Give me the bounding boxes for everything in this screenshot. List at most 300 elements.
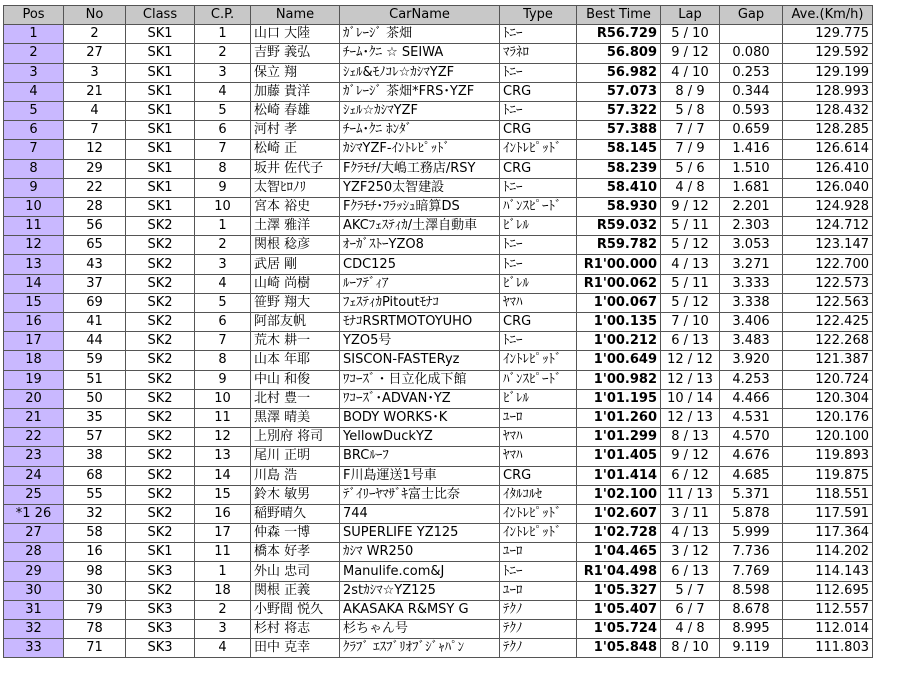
- cell-cp: 6: [195, 313, 251, 332]
- cell-carname: ｼｪﾙ☆ｶｼﾏYZF: [340, 101, 500, 120]
- cell-class: SK2: [126, 428, 195, 447]
- cell-type: ﾔﾏﾊ: [500, 447, 577, 466]
- cell-gap: 3.333: [720, 274, 783, 293]
- cell-carname: ｵｰｶﾞｽﾄｰYZO8: [340, 236, 500, 255]
- cell-best-time: 1'02.100: [577, 485, 661, 504]
- cell-name: 杉村 将志: [251, 620, 340, 639]
- cell-carname: YellowDuckYZ: [340, 428, 500, 447]
- cell-carname: ｸﾗﾌﾞ ｴｽﾌﾞﾘｵﾌﾞｼﾞｬﾊﾟﾝ: [340, 639, 500, 658]
- cell-name: 太智ﾋﾛﾉﾘ: [251, 178, 340, 197]
- cell-carname: AKASAKA R&MSY G: [340, 600, 500, 619]
- cell-best-time: 1'04.465: [577, 543, 661, 562]
- cell-type: ﾄﾆｰ: [500, 178, 577, 197]
- cell-pos: 8: [4, 159, 64, 178]
- cell-gap: 0.593: [720, 101, 783, 120]
- cell-gap: 3.920: [720, 351, 783, 370]
- cell-pos: 31: [4, 600, 64, 619]
- cell-pos: 14: [4, 274, 64, 293]
- cell-average-speed: 118.551: [783, 485, 873, 504]
- cell-pos: 27: [4, 524, 64, 543]
- header-type: Type: [500, 6, 577, 25]
- cell-cp: 1: [195, 562, 251, 581]
- cell-gap: 8.678: [720, 600, 783, 619]
- cell-lap: 6 / 13: [661, 332, 720, 351]
- cell-type: CRG: [500, 159, 577, 178]
- cell-type: ﾕｰﾛ: [500, 581, 577, 600]
- cell-pos: 2: [4, 44, 64, 63]
- cell-gap: 4.253: [720, 370, 783, 389]
- cell-average-speed: 124.712: [783, 217, 873, 236]
- cell-lap: 5 / 7: [661, 581, 720, 600]
- cell-best-time: 1'01.260: [577, 408, 661, 427]
- table-row: [4, 620, 873, 639]
- cell-class: SK2: [126, 408, 195, 427]
- cell-gap: [720, 25, 783, 44]
- cell-best-time: 1'02.607: [577, 504, 661, 523]
- cell-gap: 4.531: [720, 408, 783, 427]
- cell-average-speed: 114.202: [783, 543, 873, 562]
- cell-cp: 4: [195, 274, 251, 293]
- cell-pos: 4: [4, 82, 64, 101]
- cell-class: SK3: [126, 562, 195, 581]
- cell-cp: 18: [195, 581, 251, 600]
- cell-pos: 7: [4, 140, 64, 159]
- table-row: [4, 466, 873, 485]
- cell-class: SK1: [126, 25, 195, 44]
- cell-type: ﾄﾆｰ: [500, 332, 577, 351]
- cell-type: ﾔﾏﾊ: [500, 428, 577, 447]
- cell-type: ｲﾝﾄﾚﾋﾟｯﾄﾞ: [500, 351, 577, 370]
- cell-pos: *1 26: [4, 504, 64, 523]
- cell-no: 57: [64, 428, 126, 447]
- cell-best-time: 1'05.407: [577, 600, 661, 619]
- header-average-speed: Ave.(Km/h): [783, 6, 873, 25]
- cell-carname: ｶｼﾏYZF-ｲﾝﾄﾚﾋﾟｯﾄﾞ: [340, 140, 500, 159]
- cell-best-time: 1'00.212: [577, 332, 661, 351]
- cell-type: ﾄﾆｰ: [500, 63, 577, 82]
- cell-average-speed: 112.557: [783, 600, 873, 619]
- cell-cp: 16: [195, 504, 251, 523]
- cell-pos: 23: [4, 447, 64, 466]
- results-body: [4, 25, 873, 658]
- cell-name: 宮本 裕史: [251, 197, 340, 216]
- cell-lap: 5 / 11: [661, 217, 720, 236]
- cell-best-time: 58.239: [577, 159, 661, 178]
- table-row: [4, 25, 873, 44]
- cell-no: 38: [64, 447, 126, 466]
- cell-lap: 11 / 13: [661, 485, 720, 504]
- cell-carname: 744: [340, 504, 500, 523]
- cell-no: 3: [64, 63, 126, 82]
- cell-carname: ﾃﾞｲﾘｰﾔﾏｻﾞｷ富士比奈: [340, 485, 500, 504]
- cell-best-time: 1'01.414: [577, 466, 661, 485]
- cell-pos: 25: [4, 485, 64, 504]
- cell-pos: 10: [4, 197, 64, 216]
- cell-best-time: 57.322: [577, 101, 661, 120]
- cell-carname: CDC125: [340, 255, 500, 274]
- cell-lap: 9 / 12: [661, 44, 720, 63]
- cell-no: 4: [64, 101, 126, 120]
- cell-cp: 7: [195, 140, 251, 159]
- cell-name: 松崎 春雄: [251, 101, 340, 120]
- cell-name: 山口 大陸: [251, 25, 340, 44]
- cell-name: 武居 剛: [251, 255, 340, 274]
- cell-name: 北村 豊一: [251, 389, 340, 408]
- cell-type: ｲﾝﾄﾚﾋﾟｯﾄﾞ: [500, 140, 577, 159]
- cell-no: 69: [64, 293, 126, 312]
- cell-class: SK1: [126, 63, 195, 82]
- cell-lap: 5 / 12: [661, 293, 720, 312]
- cell-cp: 8: [195, 159, 251, 178]
- cell-type: ﾄﾆｰ: [500, 25, 577, 44]
- cell-lap: 12 / 12: [661, 351, 720, 370]
- cell-gap: 3.338: [720, 293, 783, 312]
- cell-class: SK1: [126, 178, 195, 197]
- cell-cp: 1: [195, 217, 251, 236]
- header-cp: C.P.: [195, 6, 251, 25]
- cell-no: 32: [64, 504, 126, 523]
- cell-average-speed: 129.592: [783, 44, 873, 63]
- cell-cp: 3: [195, 63, 251, 82]
- cell-lap: 12 / 13: [661, 408, 720, 427]
- cell-lap: 8 / 10: [661, 639, 720, 658]
- cell-lap: 6 / 12: [661, 466, 720, 485]
- cell-best-time: 1'02.728: [577, 524, 661, 543]
- cell-carname: 杉ちゃん号: [340, 620, 500, 639]
- cell-name: 笹野 翔大: [251, 293, 340, 312]
- cell-carname: 2stｶｼﾏ☆YZ125: [340, 581, 500, 600]
- cell-gap: 0.344: [720, 82, 783, 101]
- cell-average-speed: 117.591: [783, 504, 873, 523]
- cell-pos: 20: [4, 389, 64, 408]
- header-pos: Pos: [4, 6, 64, 25]
- table-row: [4, 255, 873, 274]
- cell-pos: 11: [4, 217, 64, 236]
- cell-no: 21: [64, 82, 126, 101]
- cell-class: SK1: [126, 121, 195, 140]
- table-row: [4, 543, 873, 562]
- cell-cp: 4: [195, 82, 251, 101]
- cell-class: SK2: [126, 370, 195, 389]
- cell-type: CRG: [500, 466, 577, 485]
- table-row: [4, 313, 873, 332]
- cell-best-time: R1'00.062: [577, 274, 661, 293]
- cell-pos: 5: [4, 101, 64, 120]
- cell-best-time: R1'00.000: [577, 255, 661, 274]
- cell-average-speed: 122.425: [783, 313, 873, 332]
- cell-gap: 8.598: [720, 581, 783, 600]
- cell-cp: 3: [195, 620, 251, 639]
- cell-gap: 8.995: [720, 620, 783, 639]
- cell-carname: YZF250太智建設: [340, 178, 500, 197]
- cell-name: 仲森 一博: [251, 524, 340, 543]
- cell-gap: 3.271: [720, 255, 783, 274]
- cell-average-speed: 126.614: [783, 140, 873, 159]
- cell-type: ﾏﾗﾈﾛ: [500, 44, 577, 63]
- cell-cp: 10: [195, 389, 251, 408]
- header-row: [4, 6, 873, 25]
- cell-type: ﾋﾞﾚﾙ: [500, 217, 577, 236]
- cell-average-speed: 129.775: [783, 25, 873, 44]
- cell-average-speed: 117.364: [783, 524, 873, 543]
- cell-best-time: 1'01.195: [577, 389, 661, 408]
- table-row: [4, 293, 873, 312]
- cell-best-time: 1'05.848: [577, 639, 661, 658]
- cell-name: 小野間 悦久: [251, 600, 340, 619]
- cell-average-speed: 112.014: [783, 620, 873, 639]
- cell-class: SK1: [126, 543, 195, 562]
- cell-best-time: 1'00.067: [577, 293, 661, 312]
- header-lap: Lap: [661, 6, 720, 25]
- cell-name: 土澤 雅洋: [251, 217, 340, 236]
- cell-gap: 1.510: [720, 159, 783, 178]
- table-row: [4, 332, 873, 351]
- cell-carname: SISCON-FASTERyz: [340, 351, 500, 370]
- cell-gap: 4.570: [720, 428, 783, 447]
- cell-carname: ﾁｰﾑ･ｸﾆ ☆ SEIWA: [340, 44, 500, 63]
- cell-average-speed: 114.143: [783, 562, 873, 581]
- cell-class: SK1: [126, 44, 195, 63]
- cell-name: 上別府 将司: [251, 428, 340, 447]
- cell-best-time: 56.982: [577, 63, 661, 82]
- cell-no: 55: [64, 485, 126, 504]
- cell-average-speed: 122.563: [783, 293, 873, 312]
- cell-class: SK2: [126, 255, 195, 274]
- cell-name: 黒澤 晴美: [251, 408, 340, 427]
- cell-class: SK2: [126, 332, 195, 351]
- cell-cp: 12: [195, 428, 251, 447]
- cell-gap: 0.080: [720, 44, 783, 63]
- cell-name: 鈴木 敏男: [251, 485, 340, 504]
- cell-pos: 21: [4, 408, 64, 427]
- cell-lap: 4 / 8: [661, 620, 720, 639]
- cell-cp: 6: [195, 121, 251, 140]
- cell-no: 7: [64, 121, 126, 140]
- cell-type: ﾄﾆｰ: [500, 236, 577, 255]
- cell-best-time: 56.809: [577, 44, 661, 63]
- cell-gap: 0.659: [720, 121, 783, 140]
- cell-lap: 7 / 7: [661, 121, 720, 140]
- cell-type: ﾕｰﾛ: [500, 408, 577, 427]
- cell-gap: 1.681: [720, 178, 783, 197]
- cell-class: SK2: [126, 581, 195, 600]
- cell-lap: 7 / 9: [661, 140, 720, 159]
- cell-no: 27: [64, 44, 126, 63]
- table-row: [4, 504, 873, 523]
- cell-cp: 5: [195, 293, 251, 312]
- cell-gap: 7.769: [720, 562, 783, 581]
- cell-gap: 5.878: [720, 504, 783, 523]
- cell-type: ﾕｰﾛ: [500, 543, 577, 562]
- cell-carname: ﾓﾅｺRSRTMOTOYUHO: [340, 313, 500, 332]
- cell-type: ｲﾝﾄﾚﾋﾟｯﾄﾞ: [500, 524, 577, 543]
- table-row: [4, 159, 873, 178]
- cell-type: ｲﾀﾙｺﾙｾ: [500, 485, 577, 504]
- cell-lap: 6 / 7: [661, 600, 720, 619]
- cell-name: 阿部友帆: [251, 313, 340, 332]
- cell-name: 松崎 正: [251, 140, 340, 159]
- cell-no: 44: [64, 332, 126, 351]
- cell-best-time: 1'01.405: [577, 447, 661, 466]
- cell-carname: Fｸﾗﾓﾁ･ﾌﾗｯｼｭ暗算DS: [340, 197, 500, 216]
- cell-average-speed: 120.724: [783, 370, 873, 389]
- cell-average-speed: 122.268: [783, 332, 873, 351]
- table-row: [4, 581, 873, 600]
- cell-carname: ｶｼﾏ WR250: [340, 543, 500, 562]
- cell-type: ﾊﾞﾝｽﾋﾟｰﾄﾞ: [500, 370, 577, 389]
- cell-average-speed: 121.387: [783, 351, 873, 370]
- cell-class: SK3: [126, 600, 195, 619]
- cell-type: CRG: [500, 121, 577, 140]
- cell-class: SK2: [126, 274, 195, 293]
- cell-cp: 1: [195, 25, 251, 44]
- cell-lap: 5 / 11: [661, 274, 720, 293]
- cell-class: SK3: [126, 639, 195, 658]
- cell-pos: 17: [4, 332, 64, 351]
- cell-no: 2: [64, 25, 126, 44]
- cell-carname: ﾁｰﾑ･ｸﾆ ﾎﾝﾀﾞ: [340, 121, 500, 140]
- cell-carname: ｶﾞﾚｰｼﾞ 茶畑*FRS･YZF: [340, 82, 500, 101]
- cell-no: 51: [64, 370, 126, 389]
- cell-no: 68: [64, 466, 126, 485]
- cell-no: 12: [64, 140, 126, 159]
- cell-pos: 19: [4, 370, 64, 389]
- cell-average-speed: 112.695: [783, 581, 873, 600]
- table-row: [4, 44, 873, 63]
- table-row: [4, 408, 873, 427]
- table-row: [4, 63, 873, 82]
- cell-carname: ｶﾞﾚｰｼﾞ 茶畑: [340, 25, 500, 44]
- cell-best-time: 1'05.327: [577, 581, 661, 600]
- table-row: [4, 101, 873, 120]
- cell-best-time: R59.782: [577, 236, 661, 255]
- table-row: [4, 447, 873, 466]
- cell-gap: 7.736: [720, 543, 783, 562]
- cell-average-speed: 123.147: [783, 236, 873, 255]
- table-row: [4, 274, 873, 293]
- cell-class: SK2: [126, 504, 195, 523]
- cell-no: 35: [64, 408, 126, 427]
- cell-best-time: 1'00.135: [577, 313, 661, 332]
- cell-no: 79: [64, 600, 126, 619]
- results-table-container: [3, 5, 873, 658]
- cell-gap: 5.371: [720, 485, 783, 504]
- cell-carname: AKCﾌｪｽﾃｨｶ/土澤自動車: [340, 217, 500, 236]
- table-row: [4, 140, 873, 159]
- cell-lap: 5 / 10: [661, 25, 720, 44]
- cell-class: SK2: [126, 466, 195, 485]
- cell-average-speed: 126.040: [783, 178, 873, 197]
- results-table: [3, 5, 873, 658]
- cell-average-speed: 129.199: [783, 63, 873, 82]
- cell-lap: 4 / 13: [661, 255, 720, 274]
- cell-lap: 4 / 8: [661, 178, 720, 197]
- cell-no: 59: [64, 351, 126, 370]
- cell-no: 56: [64, 217, 126, 236]
- cell-lap: 5 / 12: [661, 236, 720, 255]
- cell-class: SK1: [126, 159, 195, 178]
- cell-name: 山崎 尚樹: [251, 274, 340, 293]
- cell-no: 65: [64, 236, 126, 255]
- cell-class: SK2: [126, 524, 195, 543]
- cell-type: ﾊﾞﾝｽﾋﾟｰﾄﾞ: [500, 197, 577, 216]
- cell-pos: 18: [4, 351, 64, 370]
- cell-lap: 9 / 12: [661, 197, 720, 216]
- cell-best-time: R1'04.498: [577, 562, 661, 581]
- cell-class: SK3: [126, 620, 195, 639]
- cell-no: 50: [64, 389, 126, 408]
- cell-class: SK1: [126, 101, 195, 120]
- cell-best-time: 1'00.649: [577, 351, 661, 370]
- cell-pos: 29: [4, 562, 64, 581]
- cell-no: 41: [64, 313, 126, 332]
- table-row: [4, 178, 873, 197]
- cell-carname: YZO5号: [340, 332, 500, 351]
- cell-carname: ﾜｺｰｽﾞ・日立化成下館: [340, 370, 500, 389]
- cell-lap: 4 / 13: [661, 524, 720, 543]
- cell-type: ﾋﾞﾚﾙ: [500, 389, 577, 408]
- cell-lap: 8 / 13: [661, 428, 720, 447]
- cell-class: SK2: [126, 389, 195, 408]
- cell-gap: 4.676: [720, 447, 783, 466]
- table-row: [4, 485, 873, 504]
- cell-cp: 13: [195, 447, 251, 466]
- cell-cp: 5: [195, 101, 251, 120]
- cell-class: SK2: [126, 236, 195, 255]
- cell-lap: 7 / 10: [661, 313, 720, 332]
- table-row: [4, 370, 873, 389]
- cell-name: 保立 翔: [251, 63, 340, 82]
- table-row: [4, 236, 873, 255]
- cell-name: 関根 正義: [251, 581, 340, 600]
- cell-no: 29: [64, 159, 126, 178]
- cell-average-speed: 128.432: [783, 101, 873, 120]
- table-row: [4, 524, 873, 543]
- cell-best-time: 58.410: [577, 178, 661, 197]
- cell-carname: Fｸﾗﾓﾁ/大嶋工務店/RSY: [340, 159, 500, 178]
- cell-type: ｲﾝﾄﾚﾋﾟｯﾄﾞ: [500, 504, 577, 523]
- cell-name: 中山 和俊: [251, 370, 340, 389]
- cell-cp: 3: [195, 255, 251, 274]
- cell-average-speed: 122.700: [783, 255, 873, 274]
- cell-average-speed: 124.928: [783, 197, 873, 216]
- cell-lap: 6 / 13: [661, 562, 720, 581]
- cell-average-speed: 119.893: [783, 447, 873, 466]
- cell-gap: 0.253: [720, 63, 783, 82]
- cell-carname: ｼｪﾙ&ﾓﾉｺﾚ☆ｶｼﾏYZF: [340, 63, 500, 82]
- cell-class: SK2: [126, 293, 195, 312]
- table-row: [4, 389, 873, 408]
- cell-type: CRG: [500, 313, 577, 332]
- cell-no: 28: [64, 197, 126, 216]
- cell-average-speed: 120.304: [783, 389, 873, 408]
- cell-type: ﾋﾞﾚﾙ: [500, 274, 577, 293]
- cell-no: 43: [64, 255, 126, 274]
- cell-cp: 11: [195, 408, 251, 427]
- cell-lap: 4 / 10: [661, 63, 720, 82]
- table-row: [4, 197, 873, 216]
- cell-class: SK1: [126, 140, 195, 159]
- cell-carname: F川島運送1号車: [340, 466, 500, 485]
- cell-name: 外山 忠司: [251, 562, 340, 581]
- cell-class: SK2: [126, 351, 195, 370]
- cell-pos: 9: [4, 178, 64, 197]
- table-row: [4, 121, 873, 140]
- cell-cp: 4: [195, 639, 251, 658]
- cell-name: 加藤 貴洋: [251, 82, 340, 101]
- cell-gap: 2.303: [720, 217, 783, 236]
- header-no: No: [64, 6, 126, 25]
